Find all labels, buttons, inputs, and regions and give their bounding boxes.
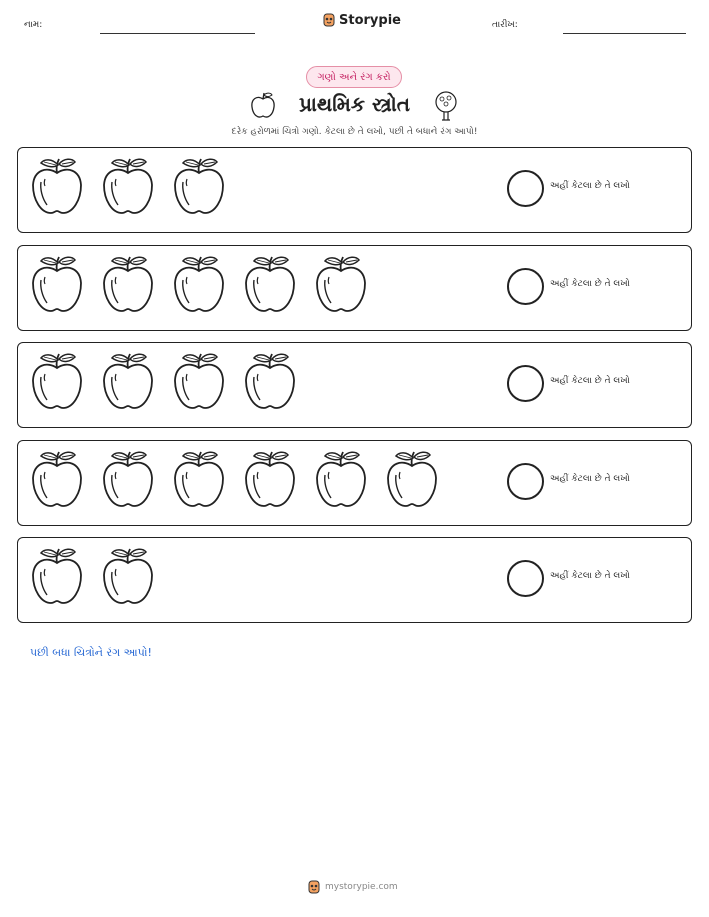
counting-row [17,440,692,526]
counting-row [17,342,692,428]
apple-icon[interactable] [101,254,155,314]
counting-row [17,147,692,233]
apple-icon[interactable] [243,449,297,509]
answer-hint: અહીં કેટલા છે તે લખો [550,279,630,289]
apple-icon[interactable] [101,351,155,411]
storypie-mascot-icon [307,879,321,895]
page-title: પ્રાથમિક સ્ત્રોત [299,92,410,116]
apple-icon[interactable] [30,546,84,606]
name-label: નામ: [24,20,43,30]
worksheet-header [0,0,709,50]
brand-name: Storypie [339,12,401,28]
brand-logo [322,12,401,28]
answer-hint: અહીં કેટલા છે તે લખો [550,181,630,191]
apple-icon[interactable] [30,351,84,411]
apple-icon[interactable] [30,254,84,314]
apple-icon[interactable] [101,156,155,216]
apple-icon[interactable] [101,449,155,509]
answer-circle[interactable] [507,463,544,500]
apple-icon[interactable] [30,156,84,216]
answer-hint: અહીં કેટલા છે તે લખો [550,474,630,484]
apple-icon[interactable] [314,254,368,314]
date-line [563,33,686,34]
answer-circle[interactable] [507,170,544,207]
answer-circle[interactable] [507,268,544,305]
answer-hint: અહીં કેટલા છે તે લખો [550,376,630,386]
apple-icon[interactable] [101,546,155,606]
storypie-mascot-icon [322,12,336,28]
answer-circle[interactable] [507,560,544,597]
apple-icon[interactable] [172,156,226,216]
counting-row [17,537,692,623]
instruction-text: દરેક હરોળમાં ચિત્રો ગણો. કેટલા છે તે લખો, પછી તે બધાને રંગ આપો! [231,127,478,137]
date-label: તારીખ: [492,20,518,30]
tree-icon [432,90,460,122]
answer-circle[interactable] [507,365,544,402]
apple-icon[interactable] [385,449,439,509]
counting-row [17,245,692,331]
apple-icon[interactable] [172,449,226,509]
apple-icon[interactable] [172,254,226,314]
apple-icon[interactable] [243,351,297,411]
apple-icon[interactable] [314,449,368,509]
title-row [0,88,709,124]
activity-badge: ગણો અને રંગ કરો [306,66,402,88]
apple-icon[interactable] [243,254,297,314]
footer-note: પછી બધા ચિત્રોને રંગ આપો! [30,646,152,659]
answer-hint: અહીં કેટલા છે તે લખો [550,571,630,581]
footer [307,879,398,895]
apple-icon[interactable] [172,351,226,411]
footer-site: mystorypie.com [325,882,398,892]
apple-icon[interactable] [30,449,84,509]
name-line [100,33,255,34]
